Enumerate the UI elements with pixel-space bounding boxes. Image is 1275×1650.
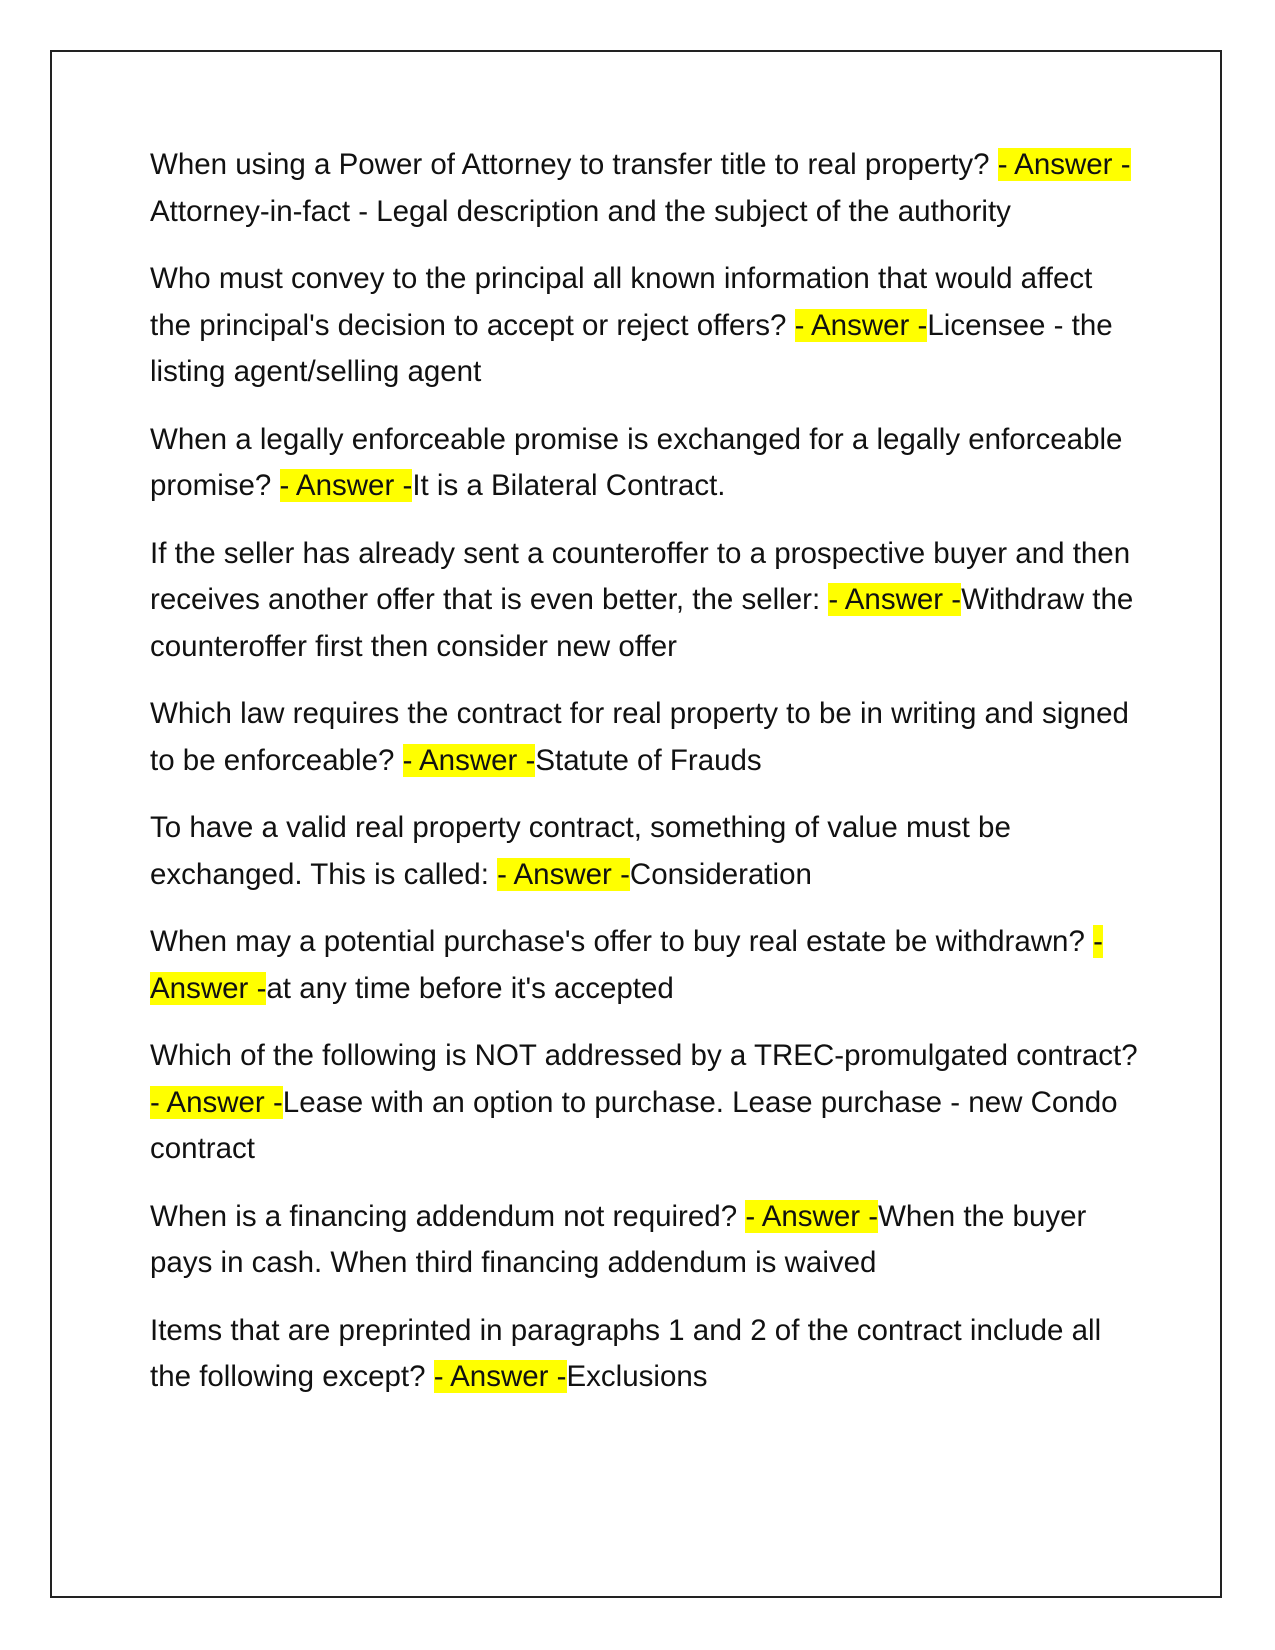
answer-text: When the buyer pays in cash. When third financing addendum is waived xyxy=(150,1199,1087,1279)
question-text: To have a valid real property contract, something of value must be exchanged. This is called: xyxy=(150,811,1011,891)
question-text: If the seller has already sent a counteroffer to a prospective buyer and then receives another offer that is even better, the seller: xyxy=(150,536,1131,616)
question-text: Who must convey to the principal all known information that would affect the principal's decision to accept or reject offers? xyxy=(150,262,1093,342)
answer-text: at any time before it's accepted xyxy=(266,971,674,1005)
question-text: Which of the following is NOT addressed by a TREC-promulgated contract? xyxy=(150,1039,1138,1072)
qa-item xyxy=(150,256,1140,396)
question-text: When using a Power of Attorney to transfer title to real property? xyxy=(150,148,998,181)
qa-item xyxy=(150,1033,1140,1173)
question-text: Which law requires the contract for real property to be in writing and signed to be enforceable? xyxy=(150,697,1129,777)
qa-item xyxy=(150,919,1140,1012)
question-text: When a legally enforceable promise is exchanged for a legally enforceable promise? xyxy=(150,422,1123,502)
answer-marker: - Answer - xyxy=(150,1085,283,1119)
answer-marker: - Answer - xyxy=(150,925,1103,1005)
answer-marker: - Answer - xyxy=(828,583,962,616)
qa-item xyxy=(150,531,1140,671)
qa-item xyxy=(150,417,1140,510)
answer-text: Attorney-in-fact - Legal description and the subject of the authority xyxy=(150,194,1011,228)
answer-marker: - Answer - xyxy=(745,1199,879,1233)
answer-text: Licensee - the listing agent/selling agent xyxy=(150,308,1113,388)
qa-item xyxy=(150,1194,1140,1287)
answer-marker: - Answer - xyxy=(433,1360,567,1393)
qa-list xyxy=(150,142,1140,1422)
answer-text: Consideration xyxy=(629,857,812,891)
qa-item xyxy=(150,805,1140,898)
question-text: When is a financing addendum not required? xyxy=(150,1199,746,1233)
qa-item xyxy=(150,142,1140,235)
answer-text: It is a Bilateral Contract. xyxy=(412,469,726,502)
answer-marker: - Answer - xyxy=(279,469,413,502)
answer-marker: - Answer - xyxy=(794,308,928,342)
answer-text: Withdraw the counteroffer first then consider new offer xyxy=(150,583,1134,663)
qa-item xyxy=(150,691,1140,784)
answer-marker: - Answer - xyxy=(997,148,1131,181)
answer-text: Statute of Frauds xyxy=(535,743,762,777)
answer-marker: - Answer - xyxy=(402,743,536,777)
question-text: When may a potential purchase's offer to buy real estate be withdrawn? xyxy=(150,925,1094,958)
qa-item xyxy=(150,1308,1140,1401)
question-text: Items that are preprinted in paragraphs 1 and 2 of the contract include all the following except? xyxy=(150,1313,1102,1393)
answer-text: Exclusions xyxy=(566,1360,708,1393)
answer-text: Lease with an option to purchase. Lease purchase - new Condo contract xyxy=(150,1085,1118,1165)
answer-marker: - Answer - xyxy=(497,857,630,891)
